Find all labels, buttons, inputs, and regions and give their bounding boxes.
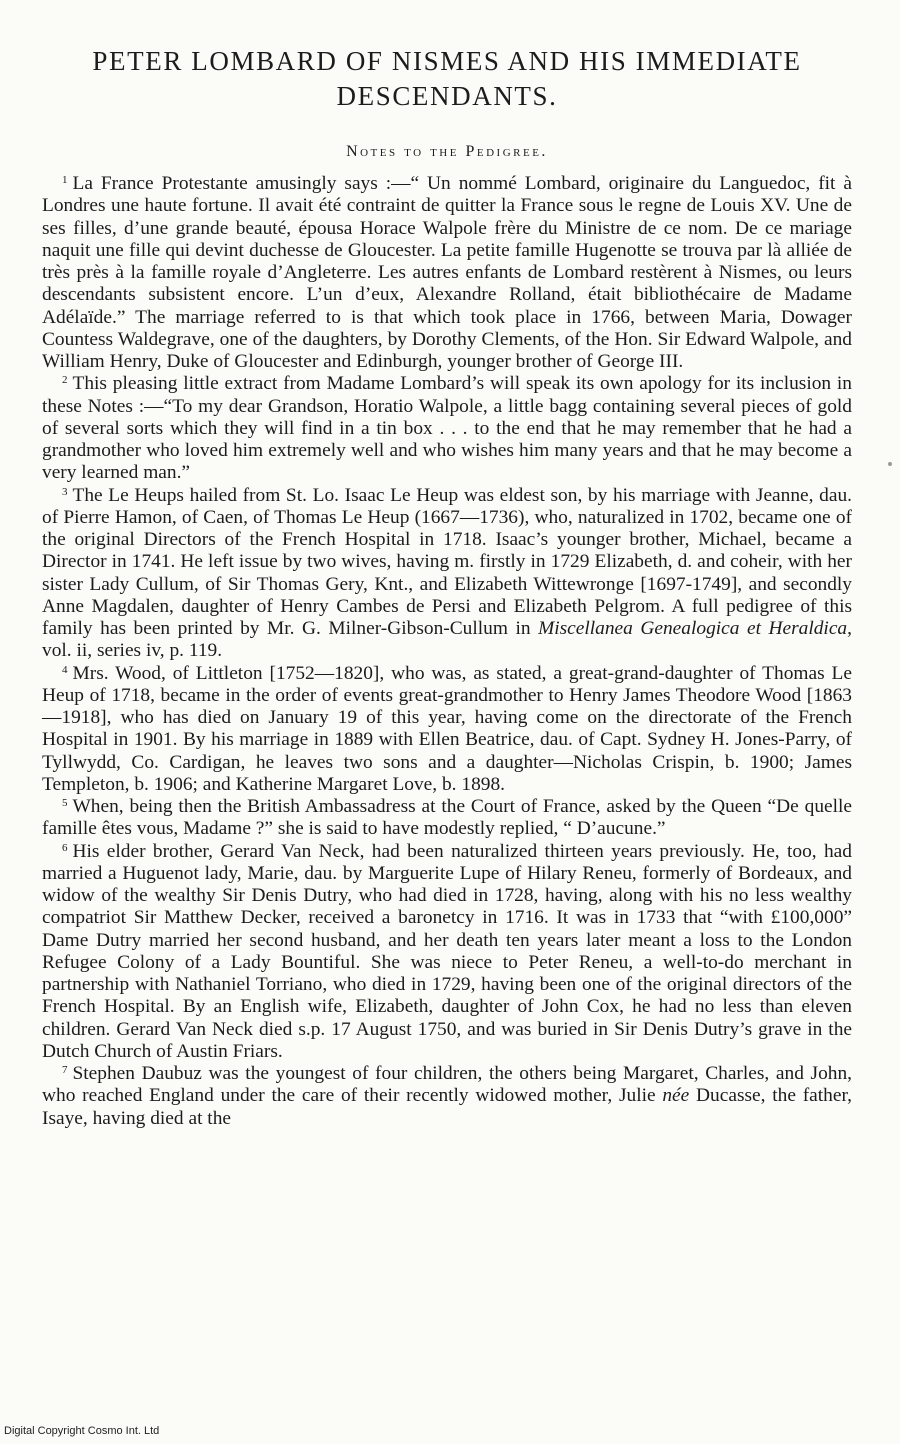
note-text-tail: , vol. ii, series iv, p. 119. [42,618,852,662]
note-number: 1 [62,174,68,186]
note-3 [42,485,852,663]
note-2 [42,373,852,484]
note-5 [42,796,852,841]
note-6 [42,841,852,1064]
note-4 [42,663,852,797]
note-text-tail: Ducasse, the father, Isaye, having died at the [42,1085,852,1129]
note-number: 5 [62,797,68,809]
note-text: The Le Heups hailed from St. Lo. Isaac Le Heup was eldest son, by his marriage with Jeanne, dau. of Pierre Hamon, of Caen, of Thomas Le Heup (1667—1736), who, naturalized in 1702, became one of the original Directors of the French Hospital in 1718. Isaac’s younger brother, Michael, became a Director in 1741. He left issue by two wives, having m. firstly in 1729 Elizabeth, d. and coheir, with her sister Lady Cullum, of Sir Thomas Gery, Knt., and Elizabeth Wittewronge [1697-1749], and secondly Anne Magdalen, daughter of Henry Cambes de Persi and Elizabeth Pelgrom. A full pedigree of this family has been printed by Mr. G. Milner-Gibson-Cullum in [42,484,852,639]
title-line-2: DESCENDANTS. [336,81,558,111]
note-1 [42,173,852,373]
note-text: Mrs. Wood, of Littleton [1752—1820], who was, as stated, a great-grand-daughter of Thomas Le Heup of 1718, became in the order of events great-grandmother to Henry James Theodore Wood [1863—1918], who has died on January 19 of this year, having come on the directorate of the French Hospital in 1901. By his marriage in 1889 with Ellen Beatrice, dau. of Capt. Sydney H. Jones-Parry, of Tyllwydd, Co. Cardigan, he leaves two sons and a daughter—Nicholas Crispin, b. 1900; James Templeton, b. 1906; and Katherine Margaret Love, b. 1898. [42,662,852,795]
note-number: 6 [62,841,68,854]
note-number: 3 [62,485,68,498]
note-7 [42,1063,852,1130]
section-subtitle: Notes to the Pedigree. [346,143,548,160]
note-italic-word: née [662,1085,690,1107]
note-number: 7 [62,1064,68,1076]
page-title [42,44,852,114]
document-page [42,44,852,1130]
note-text: This pleasing little extract from Madame Lombard’s will speak its own apology for its inclusion in these Notes :—“To my dear Grandson, Horatio Walpole, a little bagg containing several pieces of gold of several sorts which they will find in a tin box . . . to the end that he may remember that he had a grandmother who loved him extremely well and who wishes him many years and that he may become a very learned man.” [42,373,852,484]
note-text: La France Protestante amusingly says :—“ Un nommé Lombard, originaire du Languedoc, fit à Londres une haute fortune. Il avait été contraint de quitter la France sous le regne de Louis XV. Une de ses filles, d’une grande beauté, épousa Horace Walpole frère du Ministre de ce nom. De ce mariage naquit une fille qui devint duchesse de Gloucester. La petite famille Hugenotte se trouva par là alliée de très près à la famille royale d’Angleterre. Les autres enfants de Lombard restèrent à Nismes, ou leurs descendants subsistent encore. L’un d’eux, Alexandre Rolland, était bibliothécaire de Madame Adélaïde.” The marriage referred to is that which took place in 1766, between Maria, Dowager Countess Waldegrave, one of the daughters, by Dorothy Clements, of the Hon. Sir Edward Walpole, and William Henry, Duke of Gloucester and Edinburgh, younger brother of George III. [42,173,852,372]
copyright-watermark: Digital Copyright Cosmo Int. Ltd [4,1425,160,1437]
title-line-1: PETER LOMBARD OF NISMES AND HIS IMMEDIATE [92,46,802,76]
notes-list [42,173,852,1130]
note-italic-title: Miscellanea Genealogica et Heraldica [538,618,848,639]
note-text: Stephen Daubuz was the youngest of four children, the others being Margaret, Charles, and John, who reached England under the care of their recently widowed mother, Julie [42,1063,852,1107]
margin-speck [888,462,892,466]
note-text: When, being then the British Ambassadress at the Court of France, asked by the Queen “De quelle famille êtes vous, Madame ?” she is said to have modestly replied, “ D’aucune.” [42,796,852,840]
note-number: 4 [62,663,68,676]
note-text: His elder brother, Gerard Van Neck, had been naturalized thirteen years previously. He, too, had married a Huguenot lady, Marie, dau. by Marguerite Lupe of Hilary Reneu, formerly of Bordeaux, and widow of the wealthy Sir Denis Dutry, who had died in 1728, having, along with his no less wealthy compatriot Sir Matthew Decker, received a baronetcy in 1716. It was in 1733 that “with £100,000” Dame Dutry married her second husband, and her death ten years later meant a loss to the London Refugee Colony of a Lady Bountiful. She was niece to Peter Reneu, a well-to-do merchant in partnership with Nathaniel Torriano, who died in 1729, having been one of the original directors of the French Hospital. By an English wife, Elizabeth, daughter of John Cox, he had no less than eleven children. Gerard Van Neck died s.p. 17 August 1750, and was buried in Sir Denis Dutry’s grave in the Dutch Church of Austin Friars. [42,840,852,1062]
note-number: 2 [62,374,68,387]
